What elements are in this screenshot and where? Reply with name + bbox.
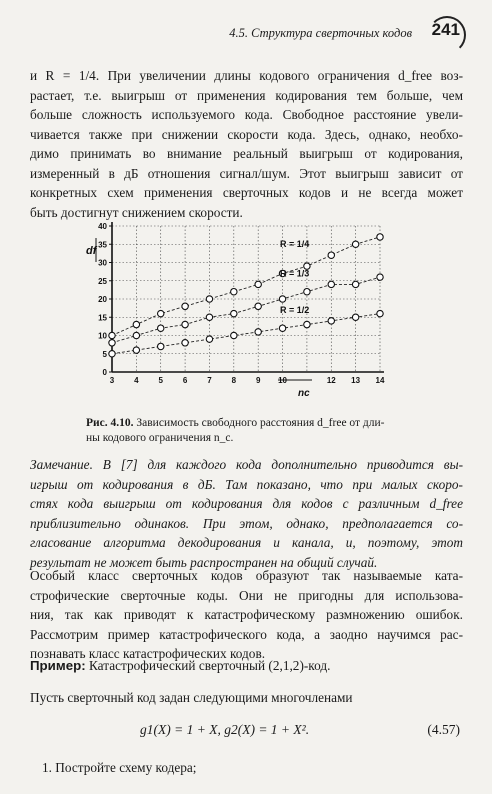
series-point xyxy=(109,351,115,357)
x-tick-label: 10 xyxy=(278,376,287,385)
y-tick-label: 15 xyxy=(98,313,107,323)
series-label: R = 1/2 xyxy=(279,304,310,315)
series-line xyxy=(112,277,380,343)
x-tick-label: 6 xyxy=(182,376,188,385)
example-lead: Пример: xyxy=(30,658,86,673)
series-point xyxy=(206,336,212,342)
page-number: 241 xyxy=(431,20,460,39)
series-point xyxy=(328,281,334,287)
x-tick-label: 8 xyxy=(231,376,237,385)
page-header xyxy=(30,22,466,48)
x-tick-label: 7 xyxy=(207,376,212,385)
list-item: 1. Постройте схему кодера; xyxy=(42,760,197,775)
equation-number: (4.57) xyxy=(427,722,460,737)
y-axis-label: df xyxy=(86,245,97,257)
paragraph-2 xyxy=(30,566,463,664)
text-line: конкретных схем применения сверточных кодов и не всегда может xyxy=(30,185,463,200)
series-point xyxy=(109,332,115,338)
x-axis-label: nc xyxy=(298,388,310,399)
series-point xyxy=(304,321,310,327)
series-point xyxy=(352,281,358,287)
series-point xyxy=(231,310,237,316)
text-line: измеренный в дБ отношения сигнал/шум. Этот выигрыш зависит от xyxy=(30,165,463,181)
series-point xyxy=(328,318,334,324)
example-text: Катастрофический сверточный (2,1,2)-код. xyxy=(88,658,331,673)
text-line: димо принимать во внимание реальный выигрыш от кодирования, xyxy=(30,146,463,161)
series-point xyxy=(304,289,310,295)
x-tick-label: 5 xyxy=(158,376,163,385)
x-tick-label: 3 xyxy=(109,376,115,385)
y-tick-label: 40 xyxy=(98,222,107,231)
caption-text-2: ны кодового ограничения n_c. xyxy=(86,432,234,444)
series-point xyxy=(328,252,334,258)
example-line xyxy=(30,656,463,676)
x-tick-label: 12 xyxy=(326,376,336,385)
series-point xyxy=(133,321,139,327)
running-head: 4.5. Структура сверточных кодов xyxy=(229,26,412,40)
series-point xyxy=(231,289,237,295)
y-tick-label: 0 xyxy=(102,368,107,377)
series-label: R = 1/3 xyxy=(279,268,310,279)
series-label: R = 1/4 xyxy=(279,239,310,250)
text-line: и R = 1/4. При увеличении длины кодового ограничения d_free воз- xyxy=(30,68,463,83)
series-point xyxy=(377,234,383,240)
series-point xyxy=(352,314,358,320)
note-line: стях кода выигрыш от кодирования для кодов с различным d_free xyxy=(30,496,463,511)
series-point xyxy=(109,340,115,346)
note-line: результат не может быть распространен на общий случай. xyxy=(30,554,378,570)
text-line: Рассмотрим пример катастрофического кода, а заодно научимся рас- xyxy=(30,626,463,642)
y-tick-label: 25 xyxy=(98,276,107,286)
series-point xyxy=(206,296,212,302)
series-point xyxy=(133,332,139,338)
text-line: Особый класс сверточных кодов образуют так называемые ката- xyxy=(30,568,463,583)
note-block xyxy=(30,455,463,572)
caption-label: Рис. 4.10. xyxy=(86,417,134,429)
text-line: познавать класс катастрофических кодов. xyxy=(30,646,266,661)
series-line xyxy=(112,314,380,354)
dfree-chart xyxy=(82,216,402,402)
y-tick-label: 20 xyxy=(98,295,107,304)
note-line: игрыш от кодирования в дБ. Там показано, что при малых скоро- xyxy=(30,476,463,492)
series-point xyxy=(158,310,164,316)
series-point xyxy=(158,325,164,331)
note-line: гласование алгоритма декодирования и канала, и, поэтому, этот xyxy=(30,535,463,550)
chart-svg xyxy=(82,216,402,402)
series-point xyxy=(255,281,261,287)
text-line: быть достигнут снижением скорости. xyxy=(30,204,243,220)
text-line: больше сложность используемого кода. Свободное расстояние увели- xyxy=(30,107,463,122)
y-tick-label: 35 xyxy=(98,240,107,250)
series-point xyxy=(255,303,261,309)
text-line: строфические сверточные коды. Они не пригодны для использова- xyxy=(30,587,463,603)
figure-caption xyxy=(86,416,416,446)
series-point xyxy=(182,303,188,309)
series-point xyxy=(377,310,383,316)
series-line xyxy=(112,237,380,336)
series-point xyxy=(352,241,358,247)
note-line: Замечание. В [7] для каждого кода дополнительно приводится вы- xyxy=(30,457,463,472)
text-line: ния, так как приводят к катастрофическому размножению ошибок. xyxy=(30,607,463,622)
series-point xyxy=(158,343,164,349)
caption-text: Зависимость свободного расстояния d_free от дли- xyxy=(136,417,385,429)
note-line: приблизительно одинаков. При этом, однако, предполагается со- xyxy=(30,515,463,531)
series-point xyxy=(231,332,237,338)
y-tick-label: 10 xyxy=(98,331,107,341)
text-line: растает, т.е. выигрыш от применения кодирования тем больше, чем xyxy=(30,87,463,103)
series-point xyxy=(279,325,285,331)
x-tick-label: 13 xyxy=(351,376,361,385)
series-point xyxy=(377,274,383,280)
x-tick-label: 14 xyxy=(375,376,385,385)
formula: g1(X) = 1 + X, g2(X) = 1 + X². xyxy=(140,722,310,737)
series-point xyxy=(133,347,139,353)
x-tick-label: 4 xyxy=(134,376,139,385)
paragraph-1 xyxy=(30,66,463,222)
y-tick-label: 5 xyxy=(102,349,107,359)
series-point xyxy=(206,314,212,320)
series-point xyxy=(279,296,285,302)
y-tick-label: 30 xyxy=(98,258,107,268)
paragraph-3: Пусть сверточный код задан следующими многочленами xyxy=(30,690,353,705)
series-point xyxy=(255,329,261,335)
series-point xyxy=(182,340,188,346)
series-point xyxy=(182,321,188,327)
text-line: чивается также при снижении скорости кода. Здесь, однако, необхо- xyxy=(30,126,463,142)
x-tick-label: 9 xyxy=(255,376,261,385)
